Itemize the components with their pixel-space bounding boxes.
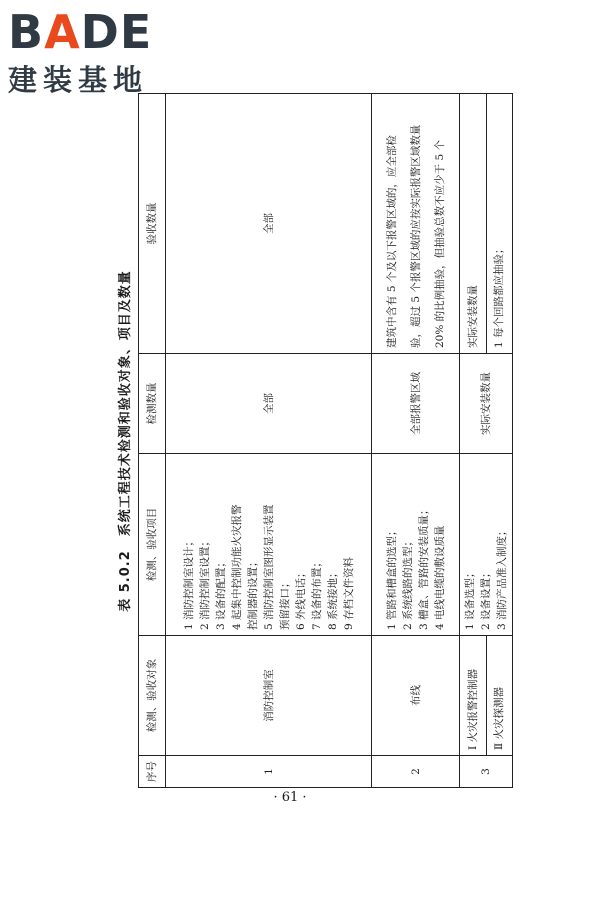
row-accept-qty: 全部 <box>166 94 372 354</box>
item-line: 1 消防控制室设计； <box>182 535 195 630</box>
row-no: 3 <box>460 756 513 788</box>
item-line: 8 系统接地； <box>326 567 339 630</box>
row-object: 布线 <box>372 636 460 756</box>
item-line: 3 槽盒、管路的安装质量； <box>417 504 430 630</box>
row-items <box>372 454 460 636</box>
item-line: 控制器的设置； <box>246 556 259 630</box>
row-object-a: Ⅰ 火灾报警控制器 <box>460 636 487 756</box>
bade-logo <box>8 5 178 98</box>
row-accept-qty-b: 1 每个回路都应抽验； <box>486 94 513 354</box>
logo-brand <box>8 5 178 59</box>
table-row <box>460 94 487 788</box>
item-line: 4 电线电缆的敷设质量 <box>433 525 446 630</box>
table-row <box>372 94 460 788</box>
row-test-qty: 实际安装数量 <box>460 354 513 454</box>
table-title: 表 5.0.2 系统工程技术检测和验收对象、项目及数量 <box>118 270 133 612</box>
page-number: · 61 · <box>273 790 307 805</box>
item-line: 2 消防控制室设置； <box>198 535 211 630</box>
table-row <box>166 94 372 788</box>
item-line: 2 系统线路的选型； <box>401 535 414 630</box>
item-line: 5 消防控制室图形显示装置 <box>262 504 275 630</box>
item-line: 1 设备选型； <box>464 567 476 630</box>
row-accept-qty <box>372 94 460 354</box>
row-no: 1 <box>166 756 372 788</box>
item-line: 1 管路和槽盒的选型； <box>385 525 398 630</box>
header-accept-qty: 验收数量 <box>139 94 166 354</box>
accept-line: 建筑中含有 5 个及以下报警区域的，应全部检 <box>385 135 398 348</box>
header-no: 序号 <box>139 756 166 788</box>
spec-table <box>138 93 513 788</box>
logo-letter-a-accent: A <box>44 5 81 59</box>
row-accept-qty-a: 实际安装数量 <box>460 94 487 354</box>
item-line: 4 起集中控制功能火灾报警 <box>230 504 243 630</box>
item-line: 3 消防产品准入制度； <box>496 525 508 630</box>
logo-letters-b: B <box>8 5 45 59</box>
accept-line: 20% 的比例抽验，但抽验总数不应少于 5 个 <box>433 139 446 348</box>
logo-letters-de: DE <box>80 5 153 59</box>
logo-subtitle: 建装基地 <box>8 63 149 97</box>
row-items <box>166 454 372 636</box>
header-items: 检测、验收项目 <box>139 454 166 636</box>
item-line: 预留接口； <box>278 577 291 630</box>
row-test-qty: 全部报警区域 <box>372 354 460 454</box>
header-test-qty: 检测数量 <box>139 354 166 454</box>
row-items <box>460 454 513 636</box>
row-object: 消防控制室 <box>166 636 372 756</box>
item-line: 2 设备设置； <box>480 567 492 630</box>
item-line: 9 存档文件资料 <box>342 556 355 630</box>
row-test-qty: 全部 <box>166 354 372 454</box>
row-object-b: Ⅱ 火灾探测器 <box>486 636 513 756</box>
table-header-row <box>139 94 166 788</box>
item-line: 6 外线电话； <box>294 567 307 630</box>
accept-line: 验，超过 5 个报警区域的应按实际报警区域数量 <box>409 124 422 348</box>
item-line: 3 设备的配置； <box>214 556 227 630</box>
rotated-page-content <box>112 94 508 788</box>
row-no: 2 <box>372 756 460 788</box>
header-object: 检测、验收对象 <box>139 636 166 756</box>
item-line: 7 设备的布置； <box>310 556 323 630</box>
